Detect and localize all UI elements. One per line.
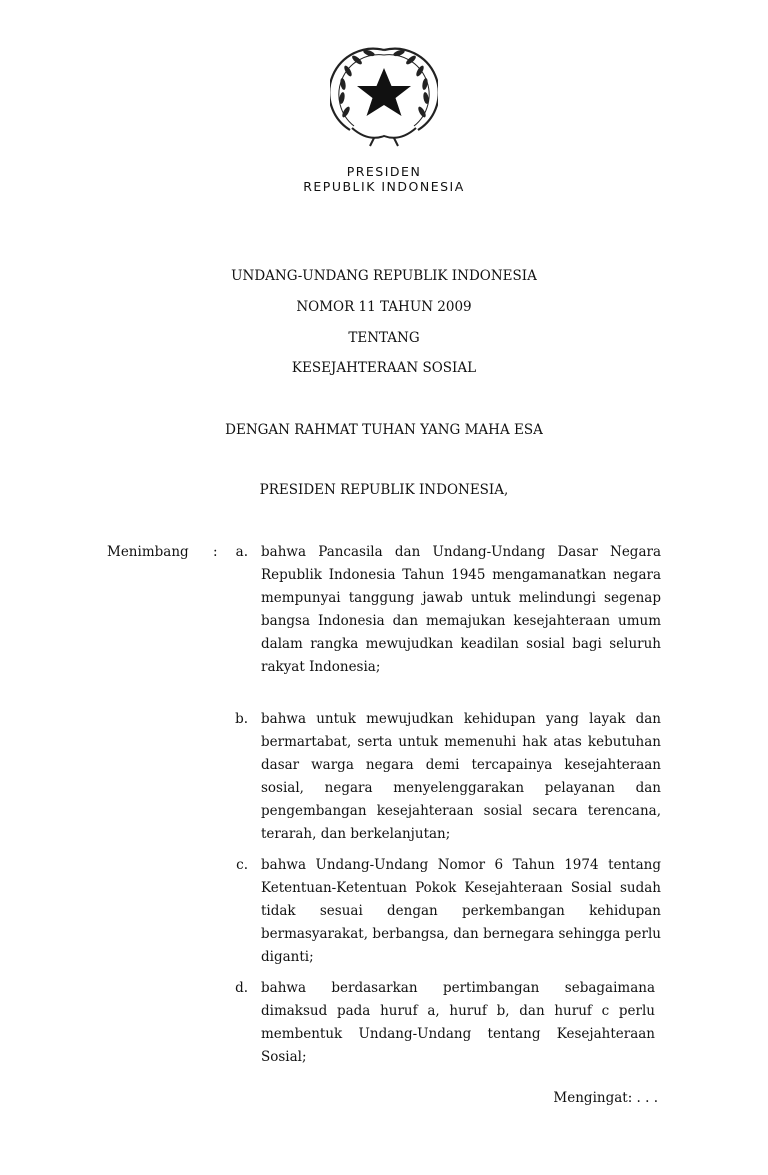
emblem-caption-republik: REPUBLIK INDONESIA xyxy=(303,179,465,194)
consideration-letter-b: b. xyxy=(235,711,248,727)
presidential-seal-svg xyxy=(330,42,438,150)
law-number: NOMOR 11 TAHUN 2009 xyxy=(296,299,472,315)
menimbang-separator: : xyxy=(213,544,218,560)
consideration-letter-a: a. xyxy=(235,544,248,560)
presidential-seal-icon xyxy=(330,42,438,150)
law-subject: KESEJAHTERAAN SOSIAL xyxy=(291,360,477,376)
law-title: UNDANG-UNDANG REPUBLIK INDONESIA xyxy=(231,268,537,284)
star-icon xyxy=(357,68,411,116)
consideration-text-a: bahwa Pancasila dan Undang-Undang Dasar Negara Republik Indonesia Tahun 1945 mengamanatkan negara mempunyai tanggung jawab untuk melindungi segenap bangsa Indonesia dan memajukan kesejahteraan umum dalam rangka mewujudkan keadilan sosial bagi seluruh rakyat Indonesia; xyxy=(261,544,661,675)
consideration-letter-d: d. xyxy=(235,980,248,996)
consideration-text-d: bahwa berdasarkan pertimbangan sebagaimana dimaksud pada huruf a, huruf b, dan huruf c perlu membentuk Undang-Undang tentang Kesejahteraan Sosial; xyxy=(261,980,655,1065)
consideration-text-b: bahwa untuk mewujudkan kehidupan yang layak dan bermartabat, serta untuk memenuhi hak atas kebutuhan dasar warga negara demi tercapainya kesejahteraan sosial, negara menyelenggarakan pelayanan dan pengembangan kesejahteraan sosial secara terencana, terarah, dan berkelanjutan; xyxy=(261,711,661,842)
emblem-caption-presiden: PRESIDEN xyxy=(346,164,422,179)
invocation: DENGAN RAHMAT TUHAN YANG MAHA ESA xyxy=(225,422,543,438)
menimbang-label: Menimbang xyxy=(107,544,189,560)
consideration-text-c: bahwa Undang-Undang Nomor 6 Tahun 1974 tentang Ketentuan-Ketentuan Pokok Kesejahteraan Sosial sudah tidak sesuai dengan perkembangan kehidupan bermasyarakat, berbangsa, dan bernegara sehingga perlu diganti; xyxy=(261,857,661,965)
consideration-letter-c: c. xyxy=(236,857,248,873)
ribbon xyxy=(352,128,416,146)
continuation-marker: Mengingat: . . . xyxy=(553,1090,658,1106)
issuer: PRESIDEN REPUBLIK INDONESIA, xyxy=(259,482,509,498)
law-about: TENTANG xyxy=(348,330,420,346)
